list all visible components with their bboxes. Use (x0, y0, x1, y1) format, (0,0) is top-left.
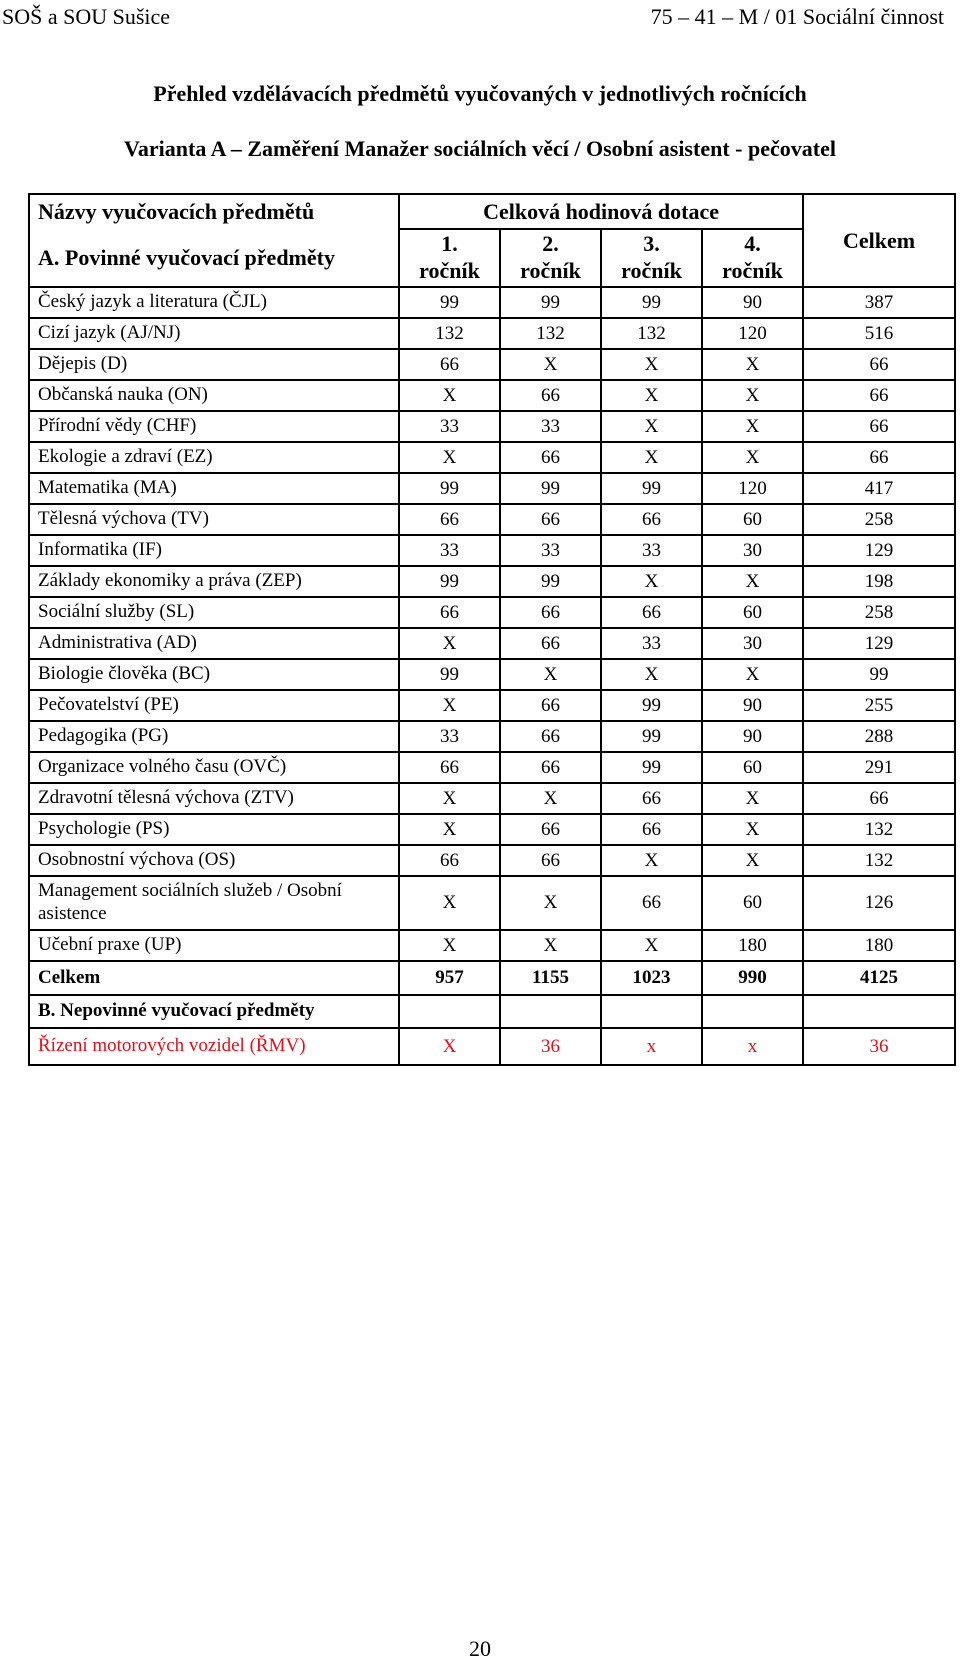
subject-name: Administrativa (AD) (29, 628, 399, 659)
rows-row (29, 380, 955, 411)
empty-cell (803, 995, 955, 1028)
subject-name: Biologie člověka (BC) (29, 659, 399, 690)
rows-row (29, 930, 955, 961)
hours-cell: x (601, 1028, 702, 1065)
total-cell: 990 (702, 961, 803, 995)
hours-cell: X (399, 380, 500, 411)
optional_rows-row (29, 1028, 955, 1065)
program-code: 75 – 41 – M / 01 Sociální činnost (650, 4, 944, 29)
hours-cell: X (702, 814, 803, 845)
page-number: 20 (469, 1636, 491, 1661)
row-total-cell: 66 (803, 783, 955, 814)
hours-cell: X (601, 349, 702, 380)
total-label: Celkem (29, 961, 399, 995)
row-total-cell: 132 (803, 845, 955, 876)
hours-cell: X (399, 628, 500, 659)
total-cell: 4125 (803, 961, 955, 995)
hours-cell: X (601, 411, 702, 442)
rows-row (29, 473, 955, 504)
year-header (500, 229, 601, 287)
rows-row (29, 845, 955, 876)
hours-cell: 33 (399, 411, 500, 442)
row-total-cell: 255 (803, 690, 955, 721)
subject-name: Sociální služby (SL) (29, 597, 399, 628)
hours-cell: 99 (601, 690, 702, 721)
row-total-cell: 66 (803, 442, 955, 473)
subject-name: Zdravotní tělesná výchova (ZTV) (29, 783, 399, 814)
hours-cell: 99 (601, 752, 702, 783)
hours-cell: 132 (399, 318, 500, 349)
hours-cell: 33 (500, 411, 601, 442)
hours-cell: 66 (500, 504, 601, 535)
row-total-cell: 258 (803, 597, 955, 628)
subject-name: Občanská nauka (ON) (29, 380, 399, 411)
hours-cell: 66 (500, 752, 601, 783)
year-number: 3. (643, 231, 660, 256)
year-header (702, 229, 803, 287)
rows-row (29, 566, 955, 597)
hours-cell: 99 (500, 473, 601, 504)
hours-cell: X (702, 659, 803, 690)
subject-name: Pedagogika (PG) (29, 721, 399, 752)
section-b-header: B. Nepovinné vyučovací předměty (29, 995, 399, 1028)
row-total-cell: 129 (803, 628, 955, 659)
row-total-cell: 132 (803, 814, 955, 845)
hours-cell: 33 (399, 721, 500, 752)
hours-cell: 66 (399, 845, 500, 876)
year-header (601, 229, 702, 287)
subjects-column-header: Názvy vyučovacích předmětů (29, 194, 399, 229)
row-total-cell: 516 (803, 318, 955, 349)
hours-cell: X (601, 845, 702, 876)
hours-cell: 60 (702, 752, 803, 783)
empty-cell (399, 995, 500, 1028)
rows-row (29, 690, 955, 721)
hours-cell: 99 (399, 287, 500, 318)
rows-row (29, 535, 955, 566)
rows-row (29, 411, 955, 442)
subject-name: Základy ekonomiky a práva (ZEP) (29, 566, 399, 597)
row-total-cell: 99 (803, 659, 955, 690)
section-a-header: A. Povinné vyučovací předměty (29, 229, 399, 287)
rows-row (29, 504, 955, 535)
hours-cell: 99 (399, 566, 500, 597)
row-total-cell: 291 (803, 752, 955, 783)
subject-name: Matematika (MA) (29, 473, 399, 504)
total-cell: 957 (399, 961, 500, 995)
hours-cell: 90 (702, 287, 803, 318)
hours-cell: 66 (500, 597, 601, 628)
subject-name: Cizí jazyk (AJ/NJ) (29, 318, 399, 349)
hours-cell: 90 (702, 690, 803, 721)
hours-cell: 33 (399, 535, 500, 566)
hours-cell: X (500, 349, 601, 380)
hours-cell: X (500, 783, 601, 814)
hours-cell: X (702, 411, 803, 442)
hours-cell: 66 (500, 845, 601, 876)
row-total-cell: 66 (803, 380, 955, 411)
hours-cell: 132 (500, 318, 601, 349)
rows-row (29, 659, 955, 690)
year-header (399, 229, 500, 287)
subject-name: Řízení motorových vozidel (ŘMV) (29, 1028, 399, 1065)
subject-name: Informatika (IF) (29, 535, 399, 566)
hours-cell: x (702, 1028, 803, 1065)
hours-cell: 132 (601, 318, 702, 349)
hours-cell: X (702, 566, 803, 597)
hours-cell: 30 (702, 535, 803, 566)
hours-cell: 60 (702, 504, 803, 535)
hours-cell: 99 (601, 721, 702, 752)
subject-name: Management sociálních služeb / Osobní asistence (29, 876, 399, 930)
total-row (29, 961, 955, 995)
hours-cell: 36 (500, 1028, 601, 1065)
row-total-cell: 66 (803, 349, 955, 380)
hours-cell: X (702, 845, 803, 876)
variant-title: Varianta A – Zaměření Manažer sociálních věcí / Osobní asistent - pečovatel (124, 136, 836, 161)
rows-row (29, 349, 955, 380)
hours-cell: X (399, 876, 500, 930)
hours-cell: 66 (601, 783, 702, 814)
hours-cell: 66 (601, 876, 702, 930)
total-cell: 1155 (500, 961, 601, 995)
hours-cell: X (601, 659, 702, 690)
hours-cell: 66 (500, 721, 601, 752)
row-total-cell: 36 (803, 1028, 955, 1065)
optional-rows (29, 1028, 955, 1065)
hours-cell: 66 (500, 814, 601, 845)
hours-cell: 99 (601, 473, 702, 504)
hours-cell: 120 (702, 318, 803, 349)
rows-row (29, 814, 955, 845)
empty-cell (500, 995, 601, 1028)
year-number: 4. (744, 231, 761, 256)
rows-row (29, 597, 955, 628)
subject-name: Psychologie (PS) (29, 814, 399, 845)
subject-name: Český jazyk a literatura (ČJL) (29, 287, 399, 318)
hours-cell: 66 (399, 349, 500, 380)
hours-cell: 60 (702, 597, 803, 628)
hours-cell: 99 (399, 473, 500, 504)
subject-name: Dějepis (D) (29, 349, 399, 380)
hours-cell: X (702, 442, 803, 473)
hours-cell: 99 (399, 659, 500, 690)
hours-cell: 66 (500, 690, 601, 721)
hours-header: Celková hodinová dotace (399, 194, 803, 229)
hours-cell: 30 (702, 628, 803, 659)
hours-cell: X (500, 930, 601, 961)
empty-cell (702, 995, 803, 1028)
hours-cell: 66 (601, 504, 702, 535)
hours-cell: 66 (500, 628, 601, 659)
total-cell: 1023 (601, 961, 702, 995)
rows-row (29, 442, 955, 473)
hours-cell: 66 (399, 752, 500, 783)
subject-name: Tělesná výchova (TV) (29, 504, 399, 535)
hours-cell: 66 (500, 380, 601, 411)
curriculum-table (28, 193, 956, 1066)
subject-name: Ekologie a zdraví (EZ) (29, 442, 399, 473)
empty-cell (601, 995, 702, 1028)
hours-cell: X (399, 783, 500, 814)
hours-cell: X (399, 814, 500, 845)
hours-cell: 33 (601, 535, 702, 566)
section-b-row (29, 995, 955, 1028)
year-label: ročník (621, 258, 682, 283)
subject-name: Pečovatelství (PE) (29, 690, 399, 721)
rows-row (29, 876, 955, 930)
year-label: ročník (722, 258, 783, 283)
hours-cell: 33 (601, 628, 702, 659)
hours-cell: 66 (399, 597, 500, 628)
hours-cell: 66 (500, 442, 601, 473)
hours-cell: X (702, 783, 803, 814)
row-total-cell: 288 (803, 721, 955, 752)
hours-cell: X (702, 380, 803, 411)
hours-cell: X (601, 566, 702, 597)
subject-rows (29, 287, 955, 961)
rows-row (29, 287, 955, 318)
rows-row (29, 721, 955, 752)
rows-row (29, 783, 955, 814)
hours-cell: X (500, 876, 601, 930)
hours-cell: 60 (702, 876, 803, 930)
rows-row (29, 318, 955, 349)
hours-cell: 180 (702, 930, 803, 961)
hours-cell: X (601, 380, 702, 411)
hours-cell: 90 (702, 721, 803, 752)
hours-cell: 66 (601, 597, 702, 628)
hours-cell: 120 (702, 473, 803, 504)
hours-cell: 99 (500, 566, 601, 597)
hours-cell: X (601, 930, 702, 961)
hours-cell: 99 (500, 287, 601, 318)
year-number: 1. (441, 231, 458, 256)
row-total-cell: 180 (803, 930, 955, 961)
hours-cell: 66 (399, 504, 500, 535)
hours-cell: X (399, 690, 500, 721)
year-label: ročník (419, 258, 480, 283)
hours-cell: 99 (601, 287, 702, 318)
hours-cell: X (399, 930, 500, 961)
subject-name: Učební praxe (UP) (29, 930, 399, 961)
row-total-cell: 129 (803, 535, 955, 566)
hours-cell: 66 (601, 814, 702, 845)
hours-cell: X (399, 442, 500, 473)
document-title: Přehled vzdělávacích předmětů vyučovaných v jednotlivých ročnících (153, 81, 807, 106)
hours-cell: X (500, 659, 601, 690)
year-number: 2. (542, 231, 559, 256)
total-column-header: Celkem (803, 194, 955, 287)
row-total-cell: 198 (803, 566, 955, 597)
rows-row (29, 628, 955, 659)
subject-name: Přírodní vědy (CHF) (29, 411, 399, 442)
hours-cell: X (399, 1028, 500, 1065)
subject-name: Organizace volného času (OVČ) (29, 752, 399, 783)
hours-cell: X (702, 349, 803, 380)
row-total-cell: 258 (803, 504, 955, 535)
school-name: SOŠ a SOU Sušice (2, 4, 171, 29)
hours-cell: 33 (500, 535, 601, 566)
row-total-cell: 126 (803, 876, 955, 930)
rows-row (29, 752, 955, 783)
year-label: ročník (520, 258, 581, 283)
row-total-cell: 66 (803, 411, 955, 442)
row-total-cell: 417 (803, 473, 955, 504)
subject-name: Osobnostní výchova (OS) (29, 845, 399, 876)
row-total-cell: 387 (803, 287, 955, 318)
hours-cell: X (601, 442, 702, 473)
